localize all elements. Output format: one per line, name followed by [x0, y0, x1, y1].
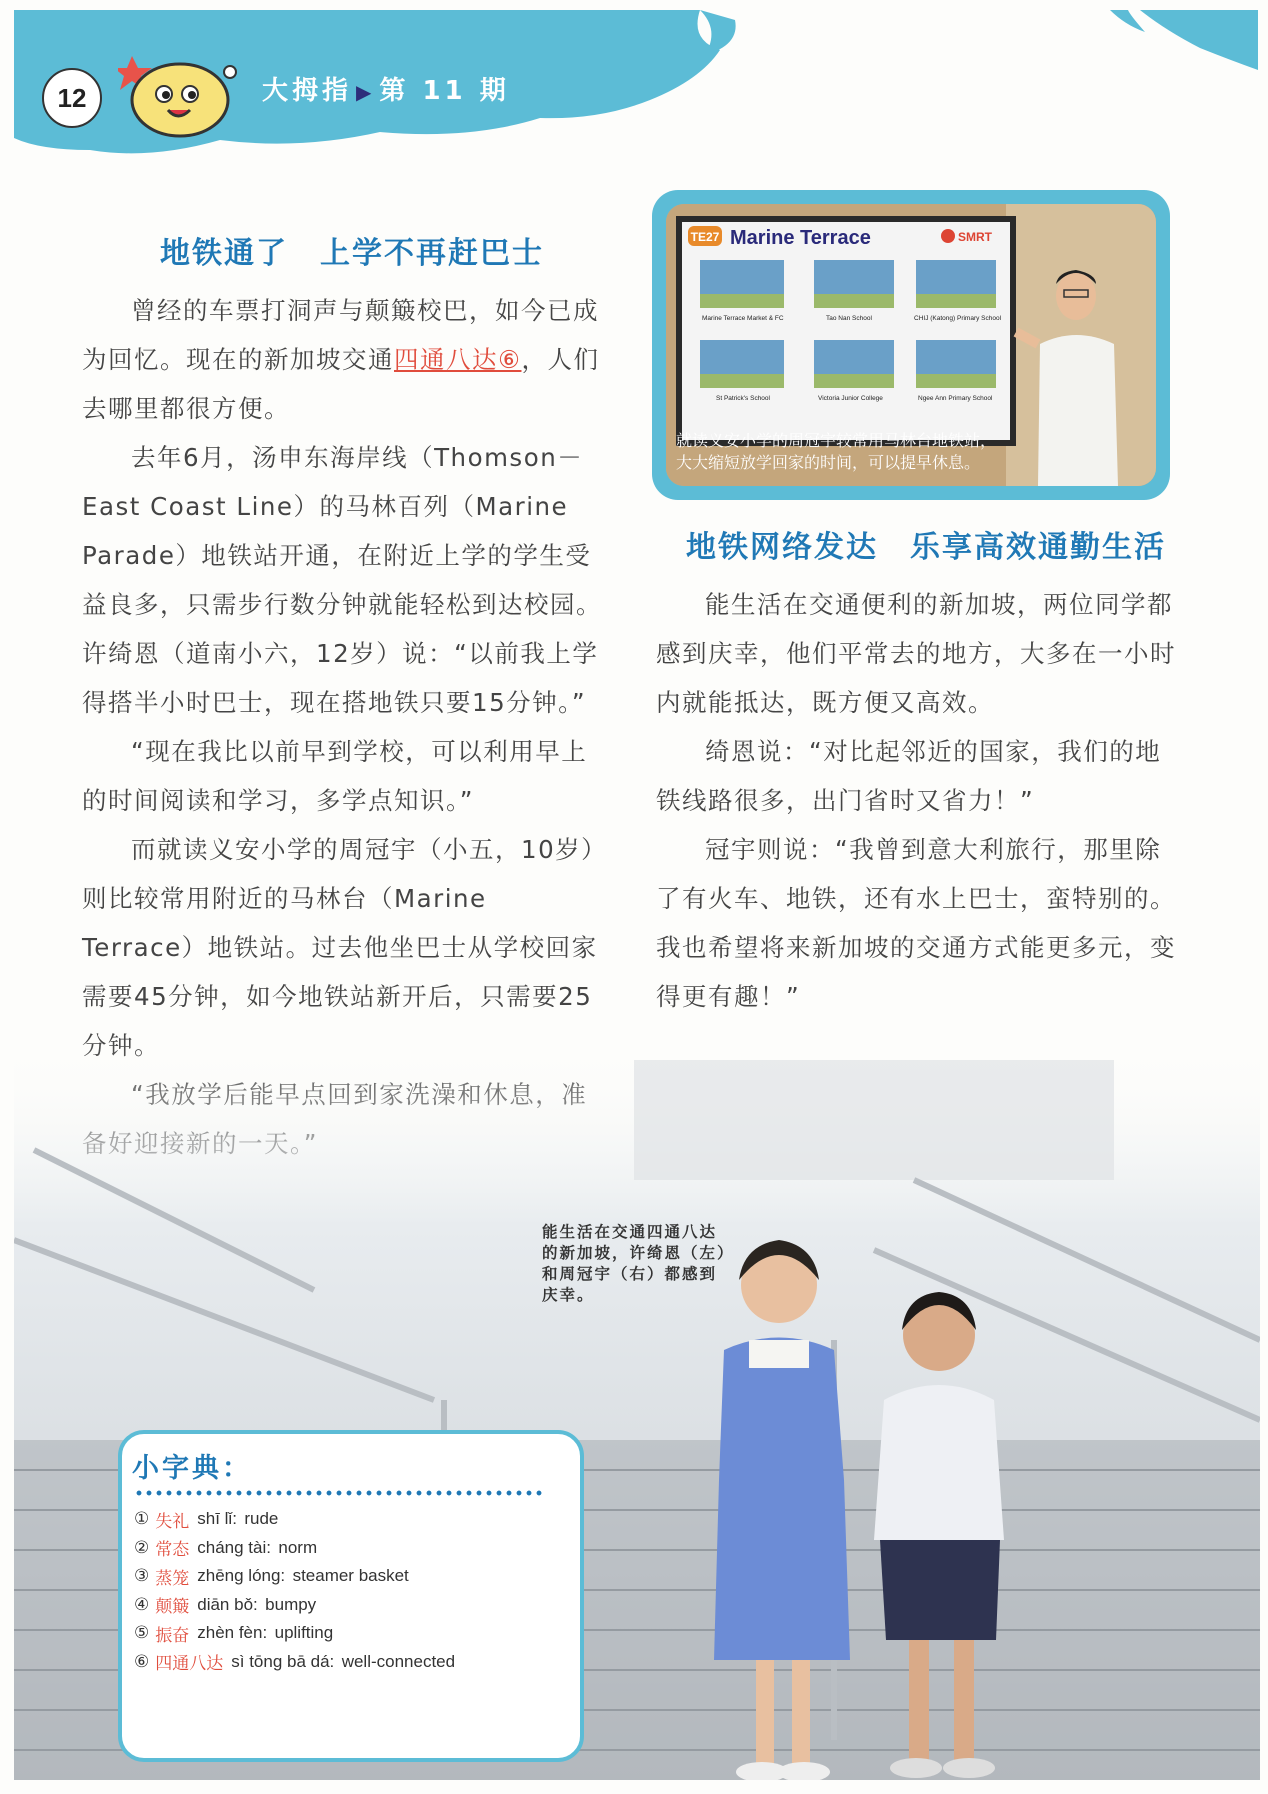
entry-word: 振奋 [155, 1625, 190, 1646]
entry-pinyin: sì tōng bā dá: [231, 1651, 335, 1671]
vocab-term: 四通八达⑥ [394, 345, 522, 374]
caption-text: 能生活在交通四通八达的新加坡，许绮恩（左）和周冠宇（右）都感到庆幸。 [542, 1223, 727, 1304]
list-item [134, 1505, 554, 1534]
magazine-name: 大拇指 [262, 76, 353, 106]
paragraph: 冠宇则说：“我曾到意大利旅行，那里除了有火车、地铁，还有水上巴士，蛮特别的。我也希望将来新加坡的交通方式能更多元，变得更有趣！” [656, 835, 1176, 1011]
station-name: Marine Terrace [730, 227, 871, 249]
entry-pinyin: zhèn fèn: [197, 1623, 268, 1643]
entry-number: ① [134, 1509, 150, 1530]
entry-word: 蒸笼 [155, 1568, 190, 1589]
list-item [134, 1534, 554, 1563]
right-heading: 地铁网络发达 乐享高效通勤生活 [686, 530, 1166, 565]
left-article [82, 286, 606, 1168]
entry-pinyin: shī lǐ: [197, 1509, 237, 1529]
list-item [134, 1619, 554, 1648]
photo-caption [676, 430, 1006, 474]
entry-number: ⑥ [134, 1651, 150, 1672]
station-code: TE27 [690, 230, 720, 244]
arrow-right-icon: ▶ [356, 80, 376, 104]
page-number: 12 [42, 68, 102, 128]
entry-pinyin: zhēng lóng: [197, 1566, 286, 1586]
vocabulary-list [134, 1505, 554, 1676]
entry-english: uplifting [274, 1623, 334, 1643]
list-item [134, 1562, 554, 1591]
entry-pinyin: diān bǒ: [197, 1594, 258, 1614]
list-item [134, 1591, 554, 1620]
caption-text: 就读义安小学的周冠宇较常用马林台地铁站，大大缩短放学回家的时间，可以提早休息。 [676, 431, 997, 472]
entry-number: ④ [134, 1594, 150, 1615]
place-label: St Patrick's School [716, 395, 770, 402]
paragraph [82, 286, 606, 433]
paragraph: 去年6月，汤申东海岸线（Thomson－East Coast Line）的马林百列（Marine Parade）地铁站开通，在附近上学的学生受益良多，只需步行数分钟就能轻松到达校园。许绮恩（道南小六，12岁）说：“以前我上学得搭半小时巴士，现在搭地铁只要15分钟。” [82, 443, 602, 717]
paragraph: 能生活在交通便利的新加坡，两位同学都感到庆幸，他们平常去的地方，大多在一小时内就能抵达，既方便又高效。 [656, 590, 1176, 717]
entry-english: well-connected [341, 1651, 456, 1671]
place-label: Ngee Ann Primary School [918, 395, 993, 402]
vocabulary-title: 小字典： [132, 1453, 252, 1484]
entry-word: 常态 [155, 1540, 190, 1561]
paragraph: 绮恩说：“对比起邻近的国家，我们的地铁线路很多，出门省时又省力！” [656, 737, 1162, 815]
dotted-divider [134, 1490, 544, 1496]
text: ，人们去哪里都很方便。 [82, 345, 600, 423]
right-article [656, 580, 1176, 1021]
paragraph: 而就读义安小学的周冠宇（小五，10岁）则比较常用附近的马林台（Marine Terrace）地铁站。过去他坐巴士从学校回家需要45分钟，如今地铁站新开后，只需要25 [82, 835, 598, 1011]
left-heading: 地铁通了 上学不再赶巴士 [160, 236, 544, 271]
paragraph: “现在我比以前早到学校，可以利用早上的时间阅读和学习，多学点知识。” [82, 737, 588, 815]
entry-english: norm [278, 1537, 318, 1557]
entry-word: 失礼 [155, 1511, 190, 1532]
entry-number: ⑤ [134, 1623, 150, 1644]
text: 曾经的车票打洞声与颠簸校巴，如今已成为回忆。现在的新加坡交通 [82, 296, 599, 374]
place-label: CHIJ (Katong) Primary School [914, 315, 1002, 322]
entry-word: 颠簸 [155, 1597, 190, 1618]
place-label: Victoria Junior College [818, 395, 883, 402]
place-label: Marine Terrace Market & FC [702, 315, 784, 322]
entry-english: rude [244, 1509, 279, 1529]
operator-logo: SMRT [958, 230, 992, 244]
stairs-photo-caption [542, 1222, 734, 1306]
entry-number: ② [134, 1537, 150, 1558]
place-label: Tao Nan School [826, 315, 872, 322]
entry-word: 四通八达 [155, 1654, 224, 1675]
magazine-issue [262, 70, 510, 107]
entry-english: bumpy [265, 1594, 317, 1614]
entry-number: ③ [134, 1566, 150, 1587]
issue-number: 第 11 期 [379, 76, 510, 106]
mascot-icon [118, 50, 246, 140]
entry-pinyin: cháng tài: [197, 1537, 271, 1557]
list-item [134, 1648, 554, 1677]
entry-english: steamer basket [292, 1566, 409, 1586]
